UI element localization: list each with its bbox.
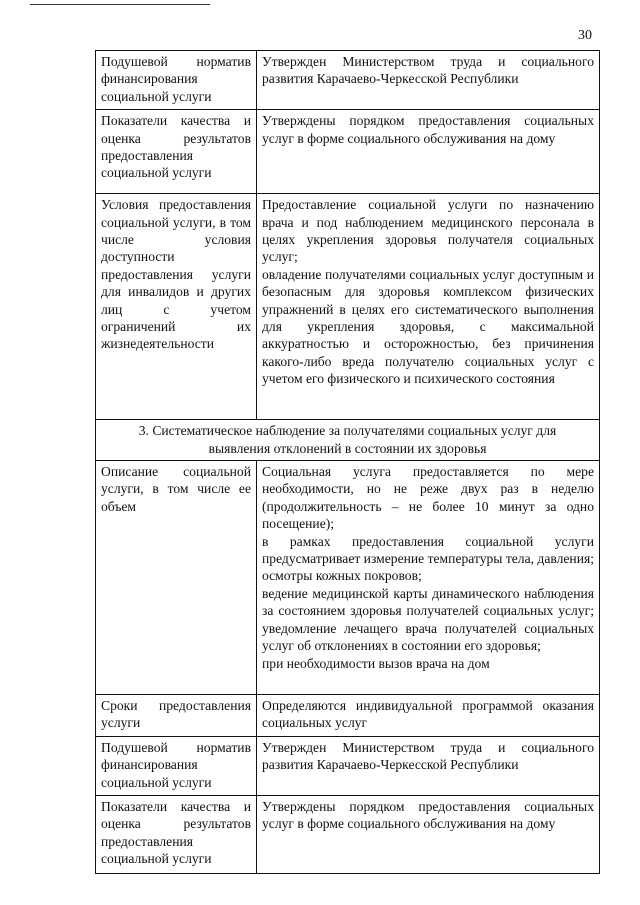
value-line: Предоставление социальной услуги по назначению врача и под наблюдением медицинского персонала в целях укрепления здоровья получателя социальных услуг; <box>262 197 594 265</box>
row-label: Сроки предоставления услуги <box>96 695 257 737</box>
row-value <box>257 695 600 737</box>
table-row <box>96 796 600 874</box>
value-line: овладение получателями социальных услуг доступным и безопасным для здоровья комплексом физических упражнений в целях его систематического выполнения для укрепления здоровья, с максимальной аккуратностью и осторожностью, без причинения какого-либо вреда получателю социальных услуг с учетом его физического и психического состояния <box>262 266 594 387</box>
value-line: Утверждены порядком предоставления социальных услуг в форме социального обслуживания на дому <box>262 113 594 146</box>
value-line: Утверждены порядком предоставления социальных услуг в форме социального обслуживания на дому <box>262 799 594 832</box>
value-line: Утвержден Министерством труда и социального развития Карачаево-Черкесской Республики <box>262 739 594 773</box>
row-value <box>257 461 600 695</box>
row-label: Описание социальной услуги, в том числе ее объем <box>96 461 257 695</box>
row-value <box>257 194 600 420</box>
section-row <box>96 420 600 461</box>
value-line: Определяются индивидуальной программой оказания социальных услуг <box>262 698 594 731</box>
table-row <box>96 695 600 737</box>
row-value <box>257 736 600 795</box>
row-label: Условия предоставления социальной услуги, в том числе условия доступности предоставления услуги для инвалидов и других лиц с учетом ограничений их жизнедеятельности <box>96 194 257 420</box>
row-label: Показатели качества и оценка результатов предоставления социальной услуги <box>96 110 257 194</box>
page-number: 30 <box>578 28 592 43</box>
row-value <box>257 51 600 110</box>
section-title: 3. Систематическое наблюдение за получателями социальных услуг для выявления отклонений в состоянии их здоровья <box>96 420 600 461</box>
table-row <box>96 736 600 795</box>
table-row <box>96 110 600 194</box>
value-line: Утвержден Министерством труда и социального развития Карачаево-Черкесской Республики <box>262 54 594 87</box>
value-line: в рамках предоставления социальной услуги предусматривает измерение температуры тела, давления; осмотры кожных покровов; <box>262 533 595 584</box>
row-value <box>257 110 600 194</box>
row-label: Показатели качества и оценка результатов предоставления социальной услуги <box>96 796 257 874</box>
table-row <box>96 194 600 420</box>
table-row <box>96 461 600 695</box>
value-line: Социальная услуга предоставляется по мере необходимости, но не реже двух раз в неделю (продолжительность – не более 10 минут за одно посещение); <box>262 464 594 532</box>
row-value <box>257 796 600 874</box>
service-table <box>95 50 600 874</box>
value-line: при необходимости вызов врача на дом <box>262 655 490 671</box>
top-rule <box>30 4 210 5</box>
value-line: ведение медицинской карты динамического наблюдения за состоянием здоровья получателей социальных услуг; уведомление лечащего врача получателей социальных услуг об отклонениях в состоянии его здоровья; <box>262 585 594 654</box>
row-label: Подушевой норматив финансирования социальной услуги <box>96 51 257 110</box>
row-label: Подушевой норматив финансирования социальной услуги <box>96 736 257 795</box>
table-row <box>96 51 600 110</box>
